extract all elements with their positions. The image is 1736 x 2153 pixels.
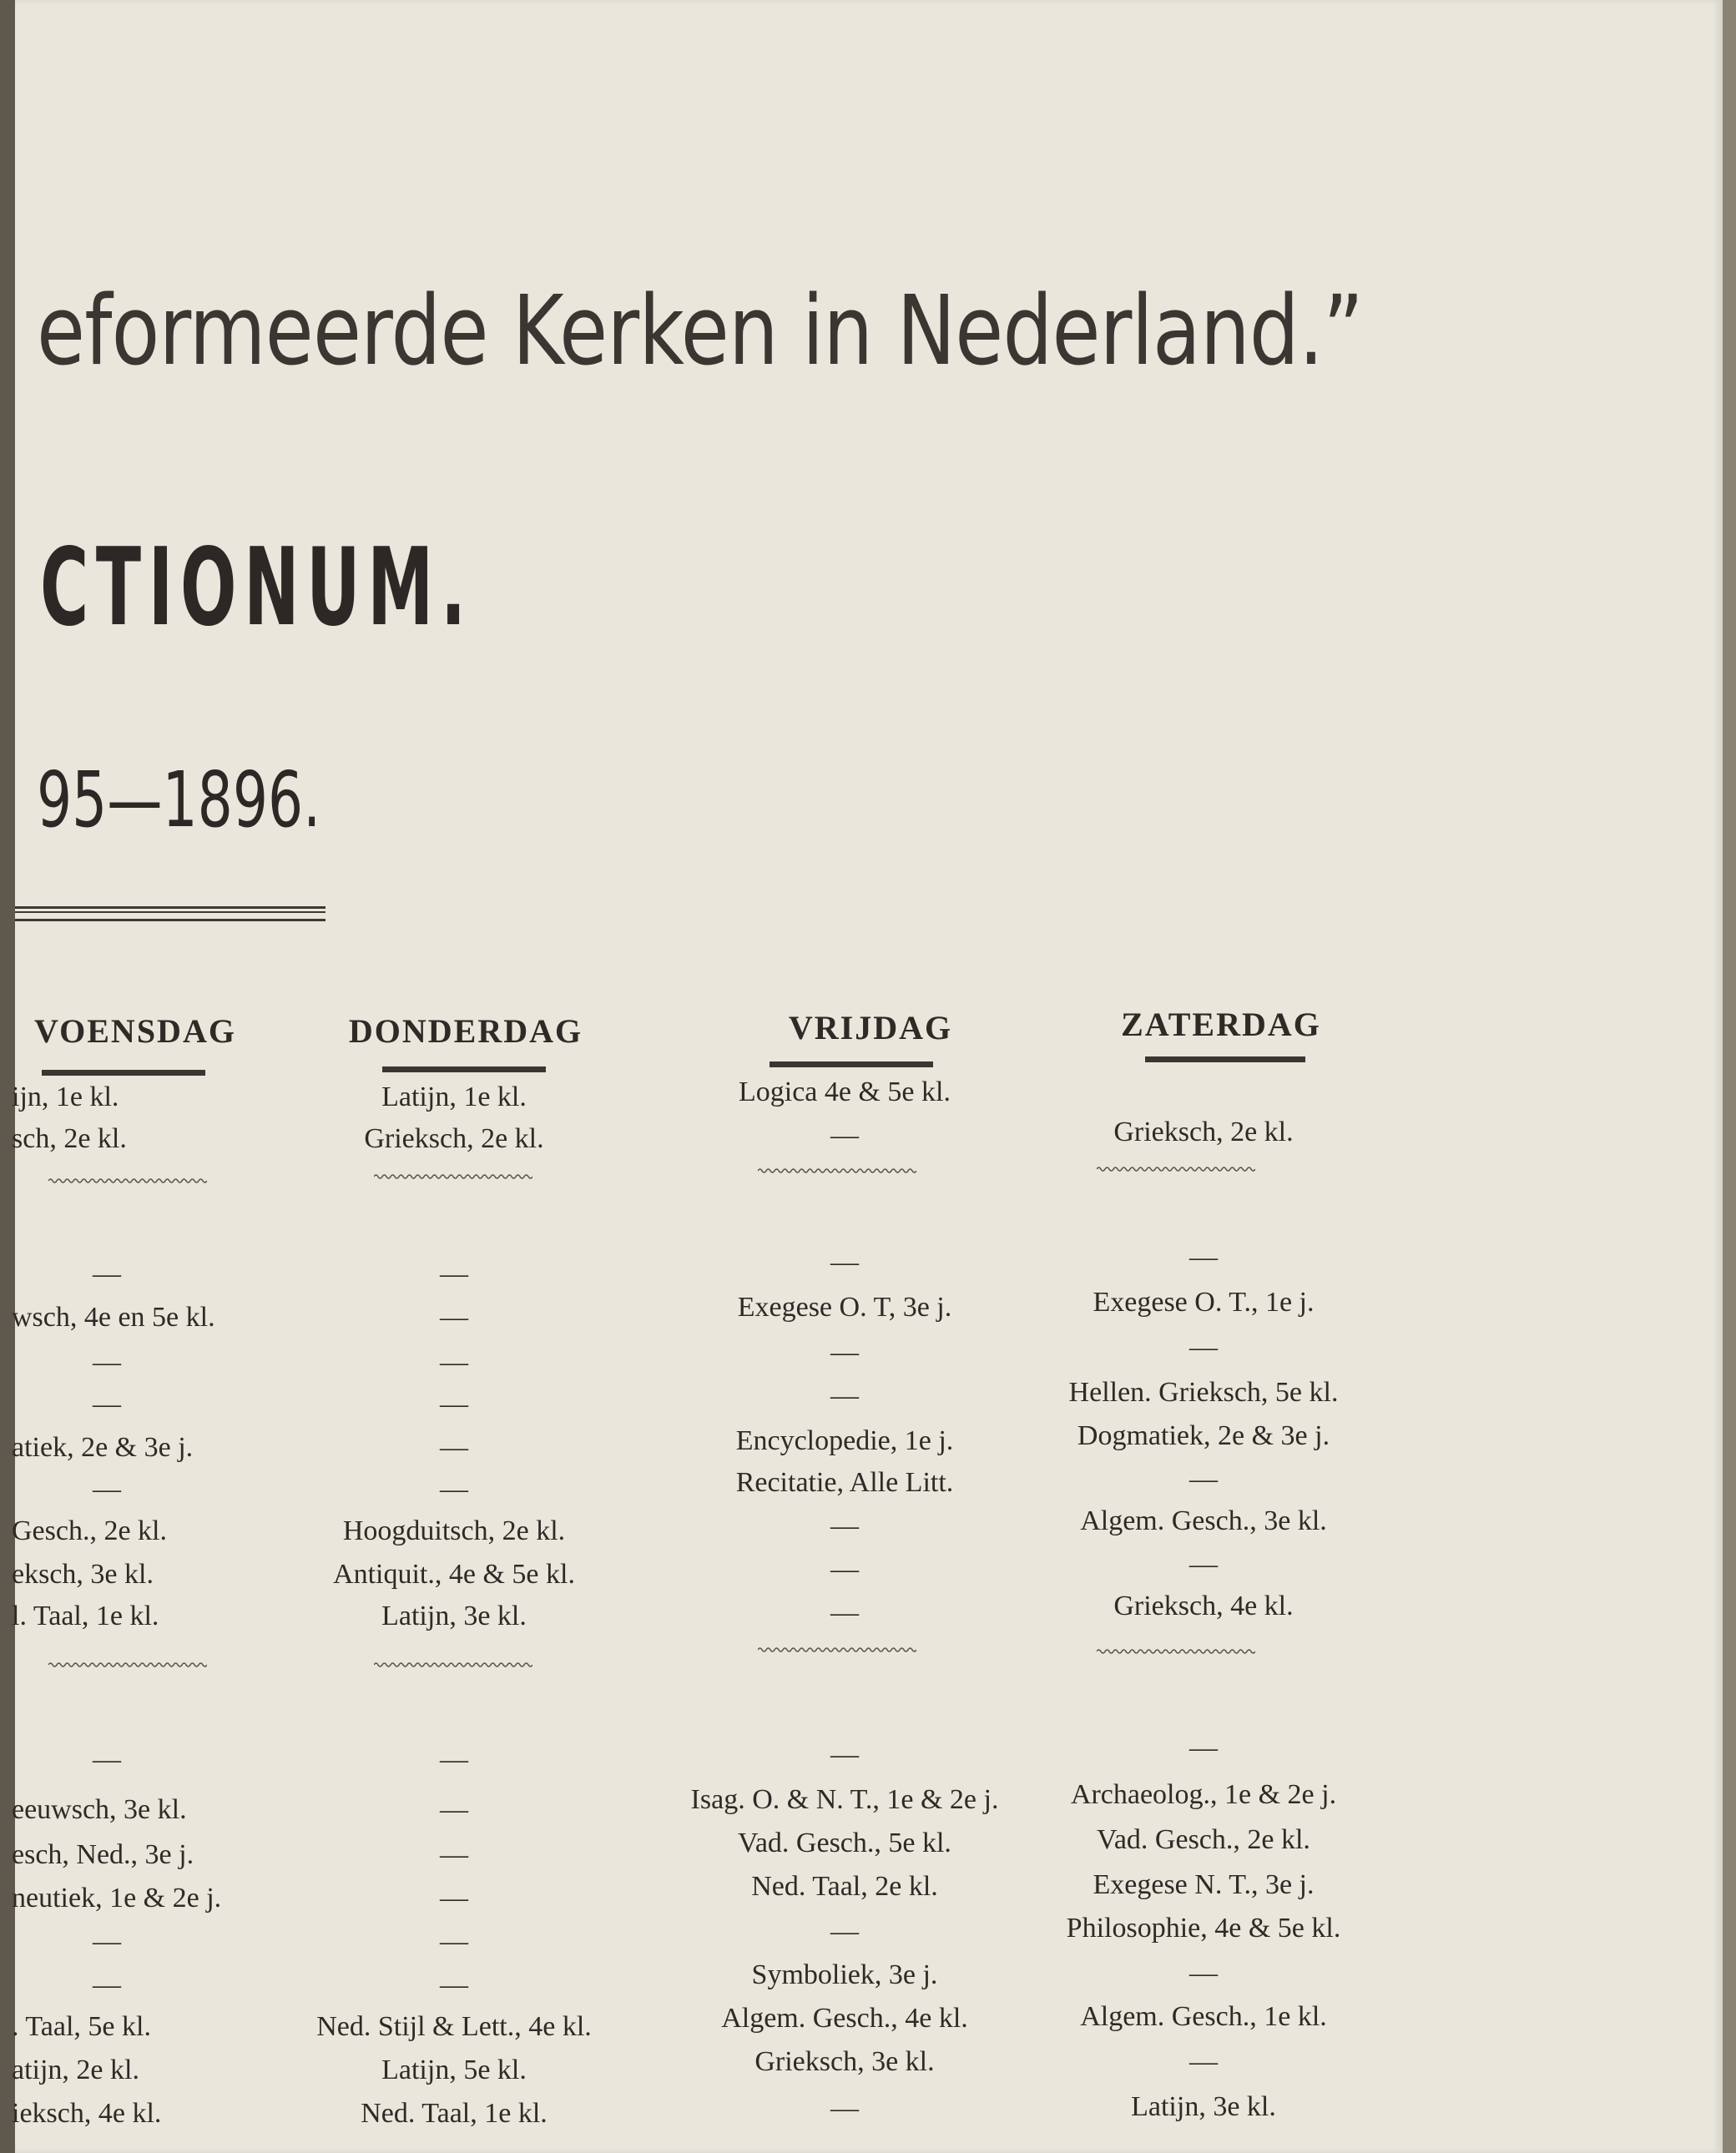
schedule-cell: Vad. Gesch., 5e kl.	[738, 1828, 951, 1858]
schedule-cell: Ned. Taal, 2e kl.	[751, 1871, 938, 1902]
schedule-cell: —	[1189, 1732, 1218, 1763]
schedule-cell: wsch, 4e en 5e kl.	[12, 1302, 215, 1333]
wavy-rule	[48, 1177, 207, 1185]
header-underline	[42, 1070, 205, 1076]
schedule-cell: —	[1189, 2046, 1218, 2077]
schedule-cell: —	[93, 1389, 121, 1419]
wavy-rule	[1097, 1647, 1255, 1656]
schedule-cell: —	[830, 1597, 859, 1628]
schedule-cell: —	[440, 1883, 468, 1913]
schedule-cell: —	[830, 2093, 859, 2124]
schedule-cell: Archaeolog., 1e & 2e j.	[1070, 1779, 1337, 1810]
schedule-cell: Antiquit., 4e & 5e kl.	[333, 1559, 575, 1590]
schedule-cell: —	[440, 1258, 468, 1289]
schedule-cell: Symboliek, 3e j.	[751, 1959, 938, 1990]
schedule-cell: Algem. Gesch., 1e kl.	[1080, 2001, 1327, 2032]
wavy-rule	[374, 1661, 532, 1669]
schedule-cell: —	[1189, 1332, 1218, 1363]
schedule-cell: —	[440, 1474, 468, 1505]
schedule-cell: Grieksch, 2e kl.	[364, 1123, 544, 1154]
schedule-cell: —	[1189, 1549, 1218, 1580]
document-page	[12, 0, 1723, 2153]
schedule-cell: —	[93, 1258, 121, 1289]
document-title: eformeerde Kerken in Nederland.”	[37, 275, 1364, 387]
schedule-cell: Algem. Gesch., 3e kl.	[1080, 1505, 1327, 1536]
header-vrijdag: VRIJDAG	[788, 1009, 953, 1046]
schedule-cell: —	[93, 1474, 121, 1505]
schedule-cell: —	[440, 1302, 468, 1333]
schedule-cell: —	[93, 1347, 121, 1378]
schedule-cell: —	[1189, 1958, 1218, 1989]
schedule-cell: —	[440, 1794, 468, 1825]
schedule-cell: —	[830, 1337, 859, 1368]
schedule-cell: —	[830, 1247, 859, 1278]
schedule-cell: Logica 4e & 5e kl.	[739, 1076, 951, 1107]
schedule-cell: —	[830, 1120, 859, 1151]
schedule-cell: Latijn, 3e kl.	[381, 1601, 527, 1631]
schedule-cell: —	[1189, 1464, 1218, 1495]
schedule-cell: Gesch., 2e kl.	[12, 1515, 168, 1546]
schedule-cell: —	[440, 1744, 468, 1775]
wavy-rule	[758, 1646, 916, 1654]
wavy-rule	[48, 1661, 207, 1669]
schedule-cell: —	[440, 1969, 468, 2000]
schedule-cell: neutiek, 1e & 2e j.	[12, 1883, 222, 1913]
schedule-cell: —	[440, 1926, 468, 1957]
schedule-cell: —	[830, 1916, 859, 1947]
schedule-cell: Grieksch, 4e kl.	[1113, 1591, 1294, 1621]
title-divider	[15, 906, 326, 921]
header-zaterdag: ZATERDAG	[1121, 1006, 1321, 1043]
book-spine	[0, 0, 15, 2153]
schedule-cell: atiek, 2e & 3e j.	[12, 1432, 194, 1463]
header-woensdag: VOENSDAG	[34, 1012, 236, 1050]
schedule-cell: sch, 2e kl.	[12, 1123, 127, 1154]
header-underline	[1145, 1056, 1305, 1062]
header-underline	[770, 1061, 933, 1067]
schedule-cell: Exegese N. T., 3e j.	[1093, 1869, 1315, 1900]
schedule-cell: Grieksch, 3e kl.	[754, 2046, 935, 2077]
schedule-cell: —	[440, 1347, 468, 1378]
schedule-cell: Encyclopedie, 1e j.	[735, 1425, 954, 1456]
schedule-cell: —	[440, 1432, 468, 1463]
schedule-cell: . Taal, 5e kl.	[12, 2011, 151, 2042]
schedule-cell: Exegese O. T, 3e j.	[737, 1292, 952, 1323]
schedule-cell: —	[1189, 1242, 1218, 1273]
schedule-cell: ijn, 1e kl.	[12, 1082, 119, 1112]
wavy-rule	[758, 1167, 916, 1175]
schedule-cell: —	[440, 1839, 468, 1870]
schedule-cell: Dogmatiek, 2e & 3e j.	[1077, 1420, 1330, 1451]
schedule-cell: Hellen. Grieksch, 5e kl.	[1068, 1377, 1339, 1408]
schedule-cell: —	[830, 1380, 859, 1411]
schedule-cell: atijn, 2e kl.	[12, 2055, 139, 2085]
schedule-cell: —	[440, 1389, 468, 1419]
schedule-cell: Latijn, 5e kl.	[381, 2055, 527, 2085]
schedule-cell: Isag. O. & N. T., 1e & 2e j.	[690, 1784, 999, 1815]
schedule-cell: Recitatie, Alle Litt.	[735, 1467, 954, 1498]
schedule-cell: Algem. Gesch., 4e kl.	[721, 2003, 968, 2034]
schedule-cell: eeuwsch, 3e kl.	[12, 1794, 187, 1825]
schedule-cell: Hoogduitsch, 2e kl.	[342, 1515, 566, 1546]
document-subtitle: CTIONUM.	[40, 526, 473, 650]
schedule-cell: —	[93, 1744, 121, 1775]
document-year: 95—1896.	[37, 755, 321, 845]
schedule-cell: —	[830, 1554, 859, 1585]
schedule-cell: eksch, 3e kl.	[12, 1559, 154, 1590]
schedule-cell: —	[93, 1926, 121, 1957]
schedule-cell: l. Taal, 1e kl.	[12, 1601, 159, 1631]
schedule-cell: Latijn, 1e kl.	[381, 1082, 527, 1112]
header-underline	[382, 1066, 546, 1072]
schedule-cell: Latijn, 3e kl.	[1131, 2091, 1276, 2122]
schedule-cell: Ned. Taal, 1e kl.	[361, 2098, 548, 2129]
schedule-cell: —	[93, 1969, 121, 2000]
schedule-cell: esch, Ned., 3e j.	[12, 1839, 194, 1870]
wavy-rule	[1097, 1165, 1255, 1173]
schedule-cell: ieksch, 4e kl.	[12, 2098, 162, 2129]
schedule-cell: Philosophie, 4e & 5e kl.	[1066, 1913, 1341, 1944]
schedule-cell: Grieksch, 2e kl.	[1113, 1117, 1294, 1147]
schedule-cell: Vad. Gesch., 2e kl.	[1097, 1824, 1310, 1855]
schedule-cell: —	[830, 1739, 859, 1770]
schedule-cell: Ned. Stijl & Lett., 4e kl.	[316, 2011, 592, 2042]
schedule-cell: Exegese O. T., 1e j.	[1093, 1287, 1315, 1318]
schedule-cell: —	[830, 1510, 859, 1541]
wavy-rule	[374, 1172, 532, 1181]
header-donderdag: DONDERDAG	[348, 1012, 583, 1050]
